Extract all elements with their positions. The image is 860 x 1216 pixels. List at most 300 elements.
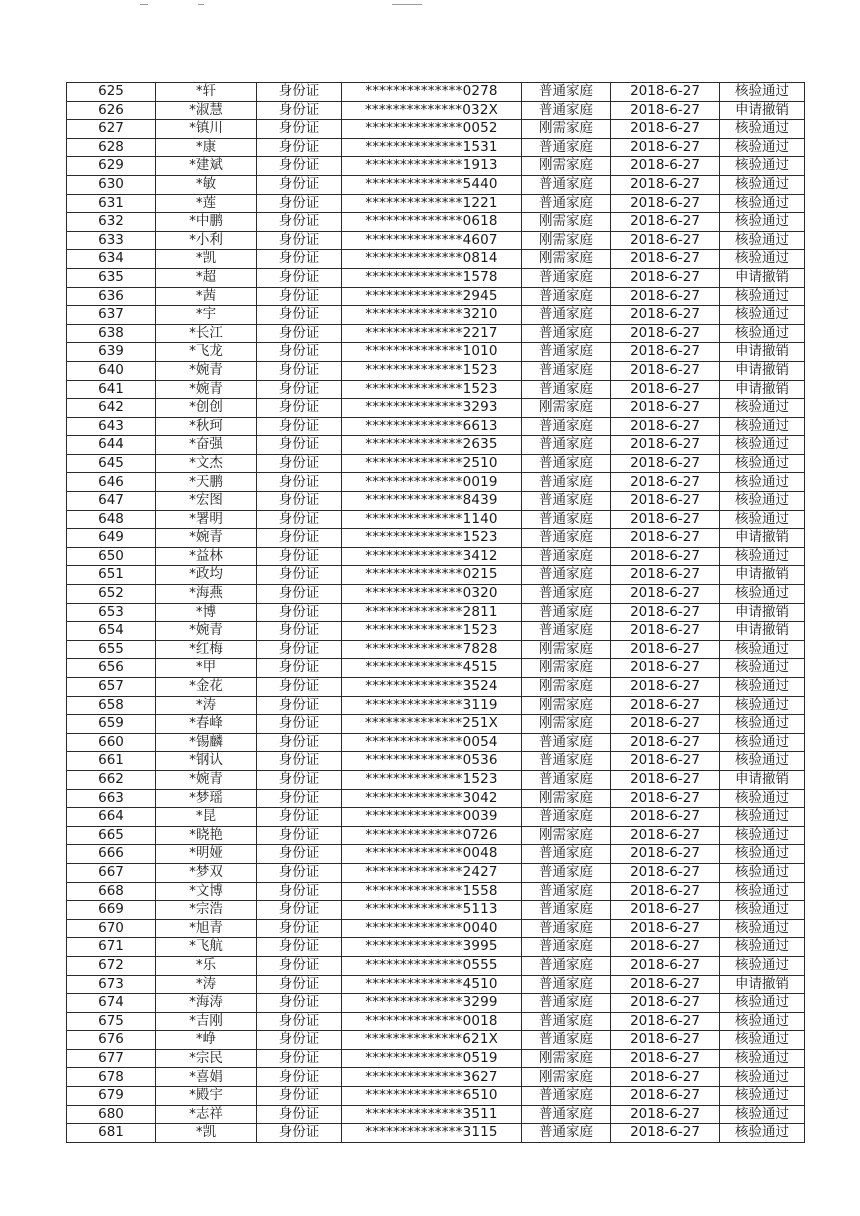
row-number-cell: 663 xyxy=(67,789,156,808)
household-type-cell: 刚需家庭 xyxy=(522,826,611,845)
household-type-cell: 刚需家庭 xyxy=(522,789,611,808)
status-cell: 核验通过 xyxy=(720,696,805,715)
id-type-cell: 身份证 xyxy=(257,938,342,957)
id-type-cell: 身份证 xyxy=(257,640,342,659)
date-cell: 2018-6-27 xyxy=(611,454,720,473)
row-number-cell: 675 xyxy=(67,1012,156,1031)
date-cell: 2018-6-27 xyxy=(611,157,720,176)
id-type-cell: 身份证 xyxy=(257,1105,342,1124)
date-cell: 2018-6-27 xyxy=(611,529,720,548)
id-type-cell: 身份证 xyxy=(257,956,342,975)
date-cell: 2018-6-27 xyxy=(611,696,720,715)
date-cell: 2018-6-27 xyxy=(611,1012,720,1031)
id-type-cell: 身份证 xyxy=(257,1031,342,1050)
id-type-cell: 身份证 xyxy=(257,83,342,102)
date-cell: 2018-6-27 xyxy=(611,510,720,529)
name-cell: *文杰 xyxy=(156,454,257,473)
verification-roster-table xyxy=(66,82,805,1143)
household-type-cell: 普通家庭 xyxy=(522,733,611,752)
status-cell: 核验通过 xyxy=(720,845,805,864)
date-cell: 2018-6-27 xyxy=(611,417,720,436)
table-row xyxy=(67,901,805,920)
id-type-cell: 身份证 xyxy=(257,733,342,752)
id-number-cell: **************0814 xyxy=(342,250,522,269)
table-row xyxy=(67,808,805,827)
status-cell: 核验通过 xyxy=(720,194,805,213)
table-row xyxy=(67,845,805,864)
table-row xyxy=(67,1031,805,1050)
name-cell: *晓艳 xyxy=(156,826,257,845)
date-cell: 2018-6-27 xyxy=(611,306,720,325)
id-number-cell: **************0018 xyxy=(342,1012,522,1031)
table-row xyxy=(67,175,805,194)
household-type-cell: 普通家庭 xyxy=(522,585,611,604)
id-type-cell: 身份证 xyxy=(257,863,342,882)
row-number-cell: 662 xyxy=(67,770,156,789)
id-number-cell: **************3627 xyxy=(342,1068,522,1087)
household-type-cell: 普通家庭 xyxy=(522,770,611,789)
id-number-cell: **************5440 xyxy=(342,175,522,194)
table-row xyxy=(67,417,805,436)
id-type-cell: 身份证 xyxy=(257,417,342,436)
row-number-cell: 650 xyxy=(67,547,156,566)
household-type-cell: 普通家庭 xyxy=(522,603,611,622)
table-row xyxy=(67,380,805,399)
id-type-cell: 身份证 xyxy=(257,678,342,697)
row-number-cell: 658 xyxy=(67,696,156,715)
id-number-cell: **************3511 xyxy=(342,1105,522,1124)
id-type-cell: 身份证 xyxy=(257,659,342,678)
name-cell: *峥 xyxy=(156,1031,257,1050)
date-cell: 2018-6-27 xyxy=(611,1105,720,1124)
id-number-cell: **************1578 xyxy=(342,268,522,287)
id-number-cell: **************7828 xyxy=(342,640,522,659)
status-cell: 核验通过 xyxy=(720,120,805,139)
status-cell: 核验通过 xyxy=(720,789,805,808)
row-number-cell: 670 xyxy=(67,919,156,938)
scan-artifact xyxy=(392,4,422,5)
household-type-cell: 刚需家庭 xyxy=(522,213,611,232)
status-cell: 核验通过 xyxy=(720,640,805,659)
status-cell: 核验通过 xyxy=(720,436,805,455)
status-cell: 申请撤销 xyxy=(720,603,805,622)
name-cell: *宏图 xyxy=(156,492,257,511)
household-type-cell: 刚需家庭 xyxy=(522,120,611,139)
row-number-cell: 651 xyxy=(67,566,156,585)
id-number-cell: **************032X xyxy=(342,101,522,120)
id-number-cell: **************5113 xyxy=(342,901,522,920)
table-row xyxy=(67,826,805,845)
status-cell: 核验通过 xyxy=(720,733,805,752)
date-cell: 2018-6-27 xyxy=(611,845,720,864)
name-cell: *宇 xyxy=(156,306,257,325)
name-cell: *益林 xyxy=(156,547,257,566)
date-cell: 2018-6-27 xyxy=(611,1124,720,1143)
name-cell: *喜娟 xyxy=(156,1068,257,1087)
id-type-cell: 身份证 xyxy=(257,529,342,548)
household-type-cell: 普通家庭 xyxy=(522,306,611,325)
date-cell: 2018-6-27 xyxy=(611,101,720,120)
id-type-cell: 身份证 xyxy=(257,715,342,734)
row-number-cell: 654 xyxy=(67,622,156,641)
id-type-cell: 身份证 xyxy=(257,101,342,120)
status-cell: 申请撤销 xyxy=(720,268,805,287)
name-cell: *飞龙 xyxy=(156,343,257,362)
status-cell: 核验通过 xyxy=(720,715,805,734)
table-row xyxy=(67,752,805,771)
row-number-cell: 665 xyxy=(67,826,156,845)
date-cell: 2018-6-27 xyxy=(611,678,720,697)
household-type-cell: 普通家庭 xyxy=(522,1031,611,1050)
name-cell: *茜 xyxy=(156,287,257,306)
household-type-cell: 刚需家庭 xyxy=(522,678,611,697)
household-type-cell: 普通家庭 xyxy=(522,473,611,492)
table-row xyxy=(67,696,805,715)
household-type-cell: 普通家庭 xyxy=(522,287,611,306)
date-cell: 2018-6-27 xyxy=(611,919,720,938)
date-cell: 2018-6-27 xyxy=(611,622,720,641)
table-row xyxy=(67,640,805,659)
row-number-cell: 630 xyxy=(67,175,156,194)
table-row xyxy=(67,306,805,325)
id-type-cell: 身份证 xyxy=(257,492,342,511)
id-type-cell: 身份证 xyxy=(257,454,342,473)
household-type-cell: 刚需家庭 xyxy=(522,1068,611,1087)
status-cell: 核验通过 xyxy=(720,492,805,511)
id-number-cell: **************4607 xyxy=(342,231,522,250)
id-number-cell: **************1913 xyxy=(342,157,522,176)
name-cell: *康 xyxy=(156,138,257,157)
id-type-cell: 身份证 xyxy=(257,231,342,250)
name-cell: *政均 xyxy=(156,566,257,585)
household-type-cell: 普通家庭 xyxy=(522,566,611,585)
id-type-cell: 身份证 xyxy=(257,1049,342,1068)
id-type-cell: 身份证 xyxy=(257,361,342,380)
row-number-cell: 668 xyxy=(67,882,156,901)
id-type-cell: 身份证 xyxy=(257,268,342,287)
name-cell: *明娅 xyxy=(156,845,257,864)
table-row xyxy=(67,585,805,604)
name-cell: *中鹏 xyxy=(156,213,257,232)
id-type-cell: 身份证 xyxy=(257,436,342,455)
id-number-cell: **************6510 xyxy=(342,1087,522,1106)
row-number-cell: 669 xyxy=(67,901,156,920)
name-cell: *婉青 xyxy=(156,380,257,399)
status-cell: 核验通过 xyxy=(720,473,805,492)
id-type-cell: 身份证 xyxy=(257,566,342,585)
date-cell: 2018-6-27 xyxy=(611,808,720,827)
name-cell: *梦双 xyxy=(156,863,257,882)
id-number-cell: **************2945 xyxy=(342,287,522,306)
status-cell: 申请撤销 xyxy=(720,770,805,789)
status-cell: 核验通过 xyxy=(720,678,805,697)
id-number-cell: **************4510 xyxy=(342,975,522,994)
date-cell: 2018-6-27 xyxy=(611,287,720,306)
row-number-cell: 634 xyxy=(67,250,156,269)
id-type-cell: 身份证 xyxy=(257,994,342,1013)
id-number-cell: **************0726 xyxy=(342,826,522,845)
status-cell: 核验通过 xyxy=(720,510,805,529)
id-number-cell: **************1523 xyxy=(342,770,522,789)
id-type-cell: 身份证 xyxy=(257,882,342,901)
id-number-cell: **************0320 xyxy=(342,585,522,604)
household-type-cell: 刚需家庭 xyxy=(522,1049,611,1068)
status-cell: 核验通过 xyxy=(720,808,805,827)
id-number-cell: **************1531 xyxy=(342,138,522,157)
status-cell: 核验通过 xyxy=(720,547,805,566)
status-cell: 申请撤销 xyxy=(720,975,805,994)
household-type-cell: 普通家庭 xyxy=(522,956,611,975)
row-number-cell: 646 xyxy=(67,473,156,492)
household-type-cell: 普通家庭 xyxy=(522,138,611,157)
household-type-cell: 普通家庭 xyxy=(522,436,611,455)
row-number-cell: 636 xyxy=(67,287,156,306)
id-number-cell: **************251X xyxy=(342,715,522,734)
household-type-cell: 普通家庭 xyxy=(522,845,611,864)
row-number-cell: 644 xyxy=(67,436,156,455)
status-cell: 核验通过 xyxy=(720,826,805,845)
table-row xyxy=(67,770,805,789)
household-type-cell: 普通家庭 xyxy=(522,361,611,380)
id-number-cell: **************1140 xyxy=(342,510,522,529)
household-type-cell: 普通家庭 xyxy=(522,380,611,399)
date-cell: 2018-6-27 xyxy=(611,175,720,194)
date-cell: 2018-6-27 xyxy=(611,826,720,845)
household-type-cell: 普通家庭 xyxy=(522,268,611,287)
date-cell: 2018-6-27 xyxy=(611,975,720,994)
table-row xyxy=(67,510,805,529)
row-number-cell: 672 xyxy=(67,956,156,975)
status-cell: 核验通过 xyxy=(720,1049,805,1068)
id-type-cell: 身份证 xyxy=(257,547,342,566)
id-number-cell: **************8439 xyxy=(342,492,522,511)
status-cell: 核验通过 xyxy=(720,1105,805,1124)
name-cell: *文博 xyxy=(156,882,257,901)
roster-body xyxy=(67,83,805,1143)
row-number-cell: 679 xyxy=(67,1087,156,1106)
table-row xyxy=(67,287,805,306)
id-number-cell: **************1523 xyxy=(342,529,522,548)
id-number-cell: **************0039 xyxy=(342,808,522,827)
row-number-cell: 653 xyxy=(67,603,156,622)
row-number-cell: 673 xyxy=(67,975,156,994)
row-number-cell: 666 xyxy=(67,845,156,864)
household-type-cell: 普通家庭 xyxy=(522,492,611,511)
row-number-cell: 627 xyxy=(67,120,156,139)
household-type-cell: 普通家庭 xyxy=(522,454,611,473)
id-type-cell: 身份证 xyxy=(257,808,342,827)
id-number-cell: **************0054 xyxy=(342,733,522,752)
date-cell: 2018-6-27 xyxy=(611,268,720,287)
row-number-cell: 660 xyxy=(67,733,156,752)
name-cell: *敏 xyxy=(156,175,257,194)
row-number-cell: 640 xyxy=(67,361,156,380)
status-cell: 核验通过 xyxy=(720,1068,805,1087)
id-type-cell: 身份证 xyxy=(257,789,342,808)
name-cell: *飞航 xyxy=(156,938,257,957)
status-cell: 核验通过 xyxy=(720,659,805,678)
status-cell: 核验通过 xyxy=(720,231,805,250)
id-number-cell: **************3995 xyxy=(342,938,522,957)
date-cell: 2018-6-27 xyxy=(611,659,720,678)
id-type-cell: 身份证 xyxy=(257,696,342,715)
id-number-cell: **************0536 xyxy=(342,752,522,771)
status-cell: 申请撤销 xyxy=(720,101,805,120)
name-cell: *天鹏 xyxy=(156,473,257,492)
household-type-cell: 刚需家庭 xyxy=(522,640,611,659)
id-type-cell: 身份证 xyxy=(257,138,342,157)
row-number-cell: 674 xyxy=(67,994,156,1013)
id-type-cell: 身份证 xyxy=(257,603,342,622)
household-type-cell: 普通家庭 xyxy=(522,324,611,343)
row-number-cell: 631 xyxy=(67,194,156,213)
date-cell: 2018-6-27 xyxy=(611,752,720,771)
name-cell: *金花 xyxy=(156,678,257,697)
date-cell: 2018-6-27 xyxy=(611,120,720,139)
id-number-cell: **************0215 xyxy=(342,566,522,585)
status-cell: 核验通过 xyxy=(720,919,805,938)
row-number-cell: 655 xyxy=(67,640,156,659)
household-type-cell: 刚需家庭 xyxy=(522,157,611,176)
id-type-cell: 身份证 xyxy=(257,622,342,641)
table-row xyxy=(67,789,805,808)
table-row xyxy=(67,399,805,418)
status-cell: 核验通过 xyxy=(720,938,805,957)
table-row xyxy=(67,919,805,938)
date-cell: 2018-6-27 xyxy=(611,956,720,975)
id-number-cell: **************1558 xyxy=(342,882,522,901)
household-type-cell: 刚需家庭 xyxy=(522,399,611,418)
household-type-cell: 刚需家庭 xyxy=(522,696,611,715)
id-number-cell: **************0048 xyxy=(342,845,522,864)
table-row xyxy=(67,492,805,511)
date-cell: 2018-6-27 xyxy=(611,473,720,492)
id-type-cell: 身份证 xyxy=(257,380,342,399)
id-type-cell: 身份证 xyxy=(257,343,342,362)
name-cell: *秋珂 xyxy=(156,417,257,436)
id-number-cell: **************1523 xyxy=(342,380,522,399)
date-cell: 2018-6-27 xyxy=(611,603,720,622)
table-row xyxy=(67,250,805,269)
id-number-cell: **************3412 xyxy=(342,547,522,566)
status-cell: 核验通过 xyxy=(720,901,805,920)
status-cell: 核验通过 xyxy=(720,138,805,157)
status-cell: 核验通过 xyxy=(720,175,805,194)
row-number-cell: 676 xyxy=(67,1031,156,1050)
household-type-cell: 普通家庭 xyxy=(522,529,611,548)
id-type-cell: 身份证 xyxy=(257,752,342,771)
table-row xyxy=(67,454,805,473)
status-cell: 核验通过 xyxy=(720,306,805,325)
scan-artifact xyxy=(198,4,204,5)
row-number-cell: 657 xyxy=(67,678,156,697)
row-number-cell: 659 xyxy=(67,715,156,734)
name-cell: *海燕 xyxy=(156,585,257,604)
id-number-cell: **************4515 xyxy=(342,659,522,678)
table-row xyxy=(67,715,805,734)
household-type-cell: 普通家庭 xyxy=(522,547,611,566)
household-type-cell: 普通家庭 xyxy=(522,752,611,771)
household-type-cell: 普通家庭 xyxy=(522,101,611,120)
date-cell: 2018-6-27 xyxy=(611,194,720,213)
name-cell: *署明 xyxy=(156,510,257,529)
date-cell: 2018-6-27 xyxy=(611,640,720,659)
table-row xyxy=(67,678,805,697)
table-row xyxy=(67,324,805,343)
date-cell: 2018-6-27 xyxy=(611,585,720,604)
id-type-cell: 身份证 xyxy=(257,120,342,139)
name-cell: *红梅 xyxy=(156,640,257,659)
row-number-cell: 642 xyxy=(67,399,156,418)
id-number-cell: **************6613 xyxy=(342,417,522,436)
date-cell: 2018-6-27 xyxy=(611,566,720,585)
id-type-cell: 身份证 xyxy=(257,473,342,492)
status-cell: 核验通过 xyxy=(720,752,805,771)
table-row xyxy=(67,213,805,232)
status-cell: 申请撤销 xyxy=(720,529,805,548)
name-cell: *小利 xyxy=(156,231,257,250)
table-row xyxy=(67,956,805,975)
row-number-cell: 680 xyxy=(67,1105,156,1124)
household-type-cell: 普通家庭 xyxy=(522,919,611,938)
name-cell: *春峰 xyxy=(156,715,257,734)
table-row xyxy=(67,1124,805,1143)
status-cell: 核验通过 xyxy=(720,863,805,882)
table-row xyxy=(67,138,805,157)
name-cell: *创创 xyxy=(156,399,257,418)
name-cell: *镇川 xyxy=(156,120,257,139)
household-type-cell: 普通家庭 xyxy=(522,1087,611,1106)
name-cell: *吉刚 xyxy=(156,1012,257,1031)
table-row xyxy=(67,194,805,213)
id-number-cell: **************1523 xyxy=(342,622,522,641)
row-number-cell: 637 xyxy=(67,306,156,325)
household-type-cell: 普通家庭 xyxy=(522,808,611,827)
row-number-cell: 635 xyxy=(67,268,156,287)
id-number-cell: **************1010 xyxy=(342,343,522,362)
row-number-cell: 667 xyxy=(67,863,156,882)
date-cell: 2018-6-27 xyxy=(611,380,720,399)
household-type-cell: 普通家庭 xyxy=(522,175,611,194)
row-number-cell: 643 xyxy=(67,417,156,436)
row-number-cell: 652 xyxy=(67,585,156,604)
id-type-cell: 身份证 xyxy=(257,1012,342,1031)
name-cell: *昆 xyxy=(156,808,257,827)
status-cell: 核验通过 xyxy=(720,213,805,232)
date-cell: 2018-6-27 xyxy=(611,547,720,566)
id-number-cell: **************3042 xyxy=(342,789,522,808)
id-type-cell: 身份证 xyxy=(257,1087,342,1106)
id-type-cell: 身份证 xyxy=(257,287,342,306)
household-type-cell: 普通家庭 xyxy=(522,83,611,102)
row-number-cell: 656 xyxy=(67,659,156,678)
table-row xyxy=(67,547,805,566)
name-cell: *乐 xyxy=(156,956,257,975)
row-number-cell: 649 xyxy=(67,529,156,548)
id-number-cell: **************3524 xyxy=(342,678,522,697)
name-cell: *长江 xyxy=(156,324,257,343)
id-number-cell: **************3119 xyxy=(342,696,522,715)
date-cell: 2018-6-27 xyxy=(611,715,720,734)
row-number-cell: 629 xyxy=(67,157,156,176)
table-row xyxy=(67,882,805,901)
table-row xyxy=(67,473,805,492)
row-number-cell: 678 xyxy=(67,1068,156,1087)
status-cell: 核验通过 xyxy=(720,399,805,418)
id-type-cell: 身份证 xyxy=(257,306,342,325)
name-cell: *莲 xyxy=(156,194,257,213)
table-row xyxy=(67,361,805,380)
